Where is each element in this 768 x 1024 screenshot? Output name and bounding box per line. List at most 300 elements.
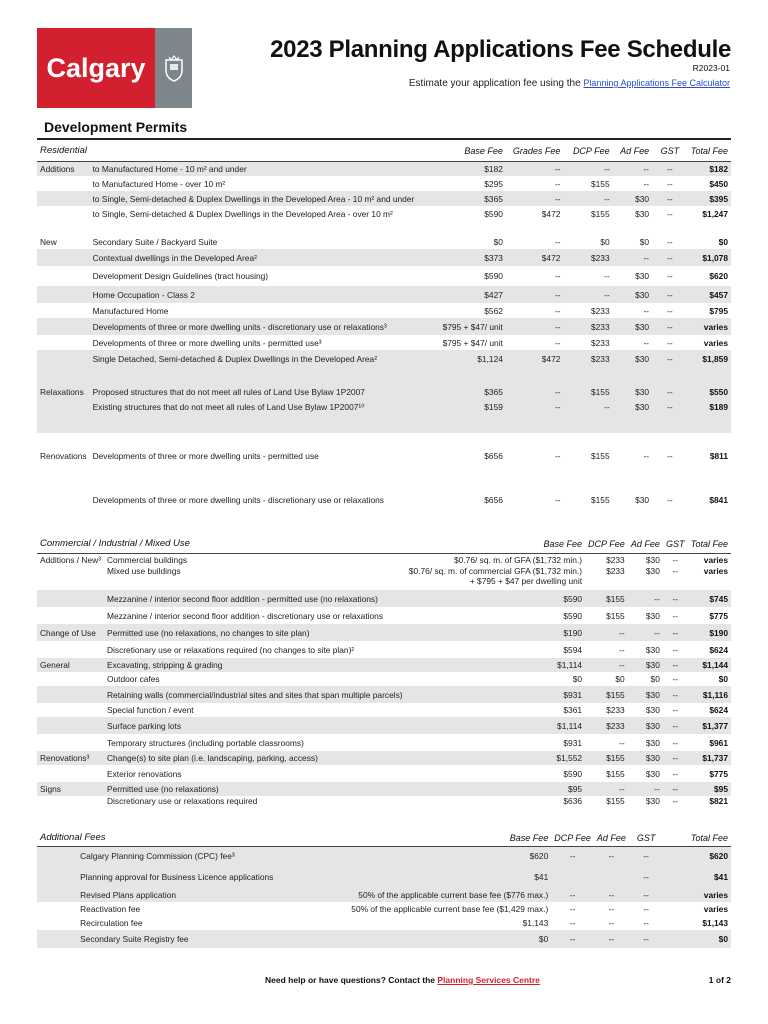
table-row [37, 930, 731, 948]
fee-value: varies [663, 888, 731, 902]
fee-value: $159 [419, 399, 506, 415]
fee-value: -- [672, 554, 678, 565]
fee-description: Manufactured Home [92, 305, 169, 316]
fee-value: $95 [688, 782, 731, 796]
fee-description: Contextual dwellings in the Developed Area² [90, 249, 420, 266]
fee-value: -- [652, 286, 688, 303]
category-label [37, 191, 90, 206]
category-label [37, 672, 104, 686]
fee-value: -- [629, 846, 663, 866]
fee-value: -- [643, 451, 650, 461]
fee-value: -- [652, 249, 688, 266]
category-label [37, 566, 104, 590]
fee-value: -- [594, 888, 629, 902]
fee-value: -- [628, 624, 663, 641]
fee-value: $365 [419, 191, 506, 206]
category-label [37, 176, 90, 191]
fee-value: $233 [606, 705, 625, 715]
table-header-row [37, 830, 731, 846]
fee-value: $30 [613, 399, 652, 415]
fee-description: Developments of three or more dwelling units - discretionary use or relaxations³ [90, 318, 420, 335]
fee-value: $190 [688, 624, 731, 641]
fee-value: $395 [688, 191, 731, 206]
fee-value: $0 [718, 237, 728, 247]
fee-value: -- [604, 271, 610, 281]
category-label [37, 303, 90, 318]
fee-description: Developments of three or more dwelling units - permitted use³ [92, 337, 322, 348]
section-label: Commercial / Industrial / Mixed Use [37, 535, 406, 553]
category-label [37, 641, 104, 658]
fee-value: -- [652, 367, 688, 399]
fee-value: $590 [406, 590, 585, 607]
fee-value: -- [506, 399, 564, 415]
fee-value: $594 [563, 644, 583, 655]
fee-value: $295 [484, 178, 503, 189]
fee-value: $0 [340, 930, 551, 948]
fee-value: -- [672, 737, 678, 748]
table-row [37, 796, 731, 806]
fee-value: $745 [688, 590, 731, 607]
fee-value-line: $0.76/ sq. m. of commercial GFA ($1,732 min.) [408, 566, 583, 576]
fee-value: -- [628, 590, 663, 607]
category-label: Signs [37, 782, 104, 796]
fee-value: $427 [419, 286, 506, 303]
fee-value: $182 [688, 161, 731, 176]
fee-value: -- [506, 367, 564, 399]
fee-description: Retaining walls (commercial/industrial sites and sites that span multiple parcels) [104, 686, 406, 703]
fee-value: $0 [718, 674, 728, 684]
column-header: Total Fee [688, 535, 731, 553]
fee-value: $450 [709, 178, 728, 189]
fee-value [551, 866, 594, 888]
table-row [37, 566, 731, 590]
fee-value: $775 [709, 610, 728, 621]
category-label [37, 249, 90, 266]
fee-value: -- [643, 904, 649, 914]
fee-value: $1,552 [406, 751, 585, 765]
fee-value: $30 [645, 796, 660, 806]
fee-description: Existing structures that do not meet all rules of Land Use Bylaw 1P2007¹⁰ [90, 399, 420, 415]
table-row [37, 658, 731, 672]
fee-value: $155 [590, 451, 610, 461]
fee-value: -- [569, 904, 576, 914]
fee-value: -- [506, 161, 564, 176]
page-number: 1 of 2 [708, 975, 731, 985]
category-label [37, 717, 104, 734]
fee-description: Mezzanine / interior second floor addition - discretionary use or relaxations [106, 610, 384, 621]
fee-value: $1,144 [688, 658, 731, 672]
fee-description: Excavating, stripping & grading [104, 658, 406, 672]
table-header-row [37, 141, 731, 161]
table-row [37, 479, 731, 521]
fee-value: -- [643, 178, 650, 189]
column-header: Base Fee [419, 141, 506, 161]
fee-value: $795 + $47/ unit [419, 318, 506, 335]
calgary-logo [37, 28, 192, 108]
table-row [37, 734, 731, 751]
table-row [37, 206, 731, 221]
fee-value: -- [551, 888, 594, 902]
fee-value: -- [554, 305, 561, 316]
fee-value: -- [667, 337, 673, 348]
fee-description: Secondary Suite / Backyard Suite [92, 237, 218, 247]
fee-value: -- [551, 846, 594, 866]
spacer-row [37, 415, 731, 433]
table-row [37, 751, 731, 765]
fee-value: varies [703, 566, 728, 576]
fee-value: -- [585, 782, 628, 796]
column-header: GST [652, 141, 688, 161]
fee-value: varies [703, 554, 728, 565]
fee-value-extra: + $795 + $47 per dwelling unit [469, 576, 583, 586]
fee-value: $189 [688, 399, 731, 415]
fee-value: -- [643, 918, 649, 928]
fee-value: $233 [590, 337, 610, 348]
fee-value: -- [585, 624, 628, 641]
fee-description: Mezzanine / interior second floor addition - permitted use (no relaxations) [104, 590, 406, 607]
category-label: Additions / New³ [40, 554, 101, 565]
table-row [37, 686, 731, 703]
fee-value: -- [554, 271, 561, 281]
fee-value: varies [688, 318, 731, 335]
fee-value: $590 [563, 610, 583, 621]
fee-value: $1,247 [702, 208, 728, 219]
fee-value: $1,114 [406, 717, 585, 734]
category-label: Renovations³ [37, 751, 104, 765]
fee-value: -- [551, 930, 594, 948]
fee-value: -- [663, 624, 688, 641]
fee-value: $233 [590, 305, 610, 316]
column-header: GST [629, 830, 663, 846]
additional-fees-table [37, 830, 731, 948]
fee-value: $472 [506, 249, 564, 266]
table-row [37, 286, 731, 303]
fee-value: $624 [709, 644, 728, 655]
indent-cell [37, 930, 77, 948]
fee-value: -- [663, 590, 688, 607]
fee-value: -- [667, 495, 673, 505]
fee-value: $472 [541, 208, 561, 219]
table-header-row [37, 535, 731, 553]
table-row [37, 607, 731, 624]
fee-description: Proposed structures that do not meet all rules of Land Use Bylaw 1P2007 [90, 367, 420, 399]
fee-calculator-link[interactable]: Planning Applications Fee Calculator [583, 78, 730, 88]
fee-description: to Manufactured Home - 10 m² and under [90, 161, 420, 176]
category-label: General [37, 658, 104, 672]
fee-value: -- [629, 866, 663, 888]
fee-value: $30 [628, 658, 663, 672]
fee-value: -- [554, 451, 561, 461]
fee-value: $30 [645, 644, 660, 655]
fee-value: -- [608, 918, 615, 928]
fee-value: $0 [572, 674, 583, 684]
fee-value: -- [663, 686, 688, 703]
fee-value: -- [667, 178, 673, 189]
fee-value: -- [652, 161, 688, 176]
table-row [37, 191, 731, 206]
table-row [37, 846, 731, 866]
fee-value: -- [672, 644, 678, 655]
fee-value: -- [619, 737, 625, 748]
fee-value: $1,737 [688, 751, 731, 765]
indent-cell [37, 916, 77, 930]
fee-value: $30 [628, 751, 663, 765]
category-label [37, 590, 104, 607]
fee-value: -- [506, 191, 564, 206]
category-label [37, 318, 90, 335]
fee-value: -- [594, 846, 629, 866]
category-label [37, 266, 90, 286]
table-row [37, 590, 731, 607]
fee-value: $95 [406, 782, 585, 796]
table-row [37, 866, 731, 888]
fee-value: -- [667, 305, 673, 316]
fee-value: $821 [709, 796, 728, 806]
fee-value: $620 [340, 846, 551, 866]
fee-value: -- [643, 337, 650, 348]
fee-value: 50% of the applicable current base fee ($1,429 max.) [351, 904, 549, 914]
fee-value: -- [667, 451, 673, 461]
category-label [37, 796, 104, 806]
category-label [37, 607, 104, 624]
category-label [37, 765, 104, 782]
fee-value: -- [667, 237, 673, 247]
fee-value: -- [594, 930, 629, 948]
fee-value: $365 [419, 367, 506, 399]
fee-description: Revised Plans application [77, 888, 340, 902]
fee-value: $30 [635, 271, 650, 281]
fee-value: -- [652, 399, 688, 415]
column-header: DCP Fee [563, 141, 612, 161]
fee-description: Commercial buildings [106, 554, 188, 565]
table-row [37, 888, 731, 902]
fee-value: $190 [406, 624, 585, 641]
fee-value: $361 [563, 705, 583, 715]
fee-value: $30 [645, 768, 660, 779]
fee-description: Permitted use (no relaxations, no changes to site plan) [104, 624, 406, 641]
fee-value: $233 [563, 350, 612, 367]
fee-value: $1,078 [688, 249, 731, 266]
fee-value: $550 [688, 367, 731, 399]
fee-description: Secondary Suite Registry fee [77, 930, 340, 948]
fee-description: Exterior renovations [106, 768, 182, 779]
column-header: Total Fee [663, 830, 731, 846]
table-row [37, 703, 731, 717]
fee-value: $30 [635, 495, 650, 505]
residential-table [37, 141, 731, 521]
fee-value: -- [663, 658, 688, 672]
fee-value: -- [667, 208, 673, 219]
fee-value: $1,114 [406, 658, 585, 672]
fee-value: $233 [563, 318, 612, 335]
column-header: Ad Fee [613, 141, 652, 161]
category-label: Relaxations [37, 367, 90, 399]
fee-value [594, 866, 629, 888]
table-row [37, 717, 731, 734]
fee-value: -- [563, 286, 612, 303]
fee-value: $30 [613, 350, 652, 367]
column-header: Base Fee [406, 535, 585, 553]
fee-value: $1,143 [522, 918, 549, 928]
fee-value: $472 [506, 350, 564, 367]
fee-value: $30 [613, 191, 652, 206]
table-row [37, 335, 731, 350]
fee-value: -- [652, 350, 688, 367]
fee-description: Developments of three or more dwelling units - discretionary use or relaxations [92, 495, 384, 505]
planning-services-link[interactable]: Planning Services Centre [437, 975, 540, 985]
column-header: Total Fee [688, 141, 731, 161]
fee-value: $30 [613, 286, 652, 303]
fee-value: $775 [709, 768, 728, 779]
fee-value: $795 [709, 305, 728, 316]
fee-value: -- [643, 305, 650, 316]
fee-value: -- [506, 318, 564, 335]
category-label [37, 350, 90, 367]
fee-value: -- [554, 495, 561, 505]
fee-value: -- [563, 191, 612, 206]
column-header: DCP Fee [585, 535, 628, 553]
column-header: Ad Fee [628, 535, 663, 553]
table-row [37, 266, 731, 286]
table-row [37, 916, 731, 930]
table-row [37, 782, 731, 796]
fee-description: Developments of three or more dwelling units - permitted use [92, 451, 319, 461]
fee-value: -- [652, 318, 688, 335]
estimate-line [409, 78, 730, 89]
fee-value: $590 [484, 208, 503, 219]
table-row [37, 367, 731, 399]
logo-wordmark: Calgary [37, 28, 155, 108]
fee-description: Calgary Planning Commission (CPC) fee³ [77, 846, 340, 866]
table-row [37, 249, 731, 266]
fee-value: $30 [645, 554, 660, 565]
fee-value: -- [554, 337, 561, 348]
fee-description: to Single, Semi-detached & Duplex Dwellings in the Developed Area - 10 m² and under [90, 191, 420, 206]
fee-value: $30 [613, 318, 652, 335]
fee-value: $233 [606, 566, 625, 576]
fee-value: $0 [493, 237, 503, 247]
page-title: 2023 Planning Applications Fee Schedule [270, 36, 731, 63]
indent-cell [37, 888, 77, 902]
fee-value: -- [667, 271, 673, 281]
fee-description: Development Design Guidelines (tract housing) [92, 271, 269, 281]
fee-description: Surface parking lots [104, 717, 406, 734]
fee-value: $233 [563, 249, 612, 266]
category-label: Change of Use [37, 624, 104, 641]
table-row [37, 303, 731, 318]
category-label: Additions [37, 161, 90, 176]
fee-value: -- [554, 178, 561, 189]
category-label [37, 686, 104, 703]
indent-cell [37, 902, 77, 916]
fee-value: $41 [340, 866, 551, 888]
table-row [37, 176, 731, 191]
fee-value: -- [629, 930, 663, 948]
table-row [37, 641, 731, 658]
fee-value: varies [703, 337, 728, 348]
fee-value: $0 [650, 674, 660, 684]
fee-value: -- [672, 610, 678, 621]
estimate-text: Estimate your application fee using the [408, 78, 584, 89]
fee-value: $155 [585, 751, 628, 765]
fee-description: Temporary structures (including portable classrooms) [106, 737, 304, 748]
fee-value: $0 [663, 930, 731, 948]
fee-value: $30 [645, 566, 660, 576]
section-title: Development Permits [44, 119, 188, 135]
fee-value: $1,124 [419, 350, 506, 367]
fee-value: $155 [606, 796, 625, 806]
fee-value: $656 [484, 495, 503, 505]
fee-value: $41 [663, 866, 731, 888]
fee-description: to Manufactured Home - over 10 m² [92, 178, 226, 189]
commercial-table [37, 535, 731, 806]
fee-value: -- [672, 705, 678, 715]
fee-description: Outdoor cafes [106, 674, 160, 684]
fee-value: -- [672, 768, 678, 779]
fee-description: Change(s) to site plan (i.e. landscaping, parking, access) [104, 751, 406, 765]
fee-value: -- [506, 286, 564, 303]
fee-value: $30 [645, 610, 660, 621]
fee-value: -- [672, 674, 678, 684]
fee-value: $656 [484, 451, 503, 461]
fee-description: Reactivation fee [80, 904, 141, 914]
fee-value: $155 [606, 768, 625, 779]
fee-value: varies [703, 904, 728, 914]
help-line [265, 975, 540, 985]
fee-value: $155 [585, 686, 628, 703]
fee-value: $155 [606, 610, 625, 621]
fee-value: $30 [645, 737, 660, 748]
help-text: Need help or have questions? Contact the [265, 975, 438, 985]
fee-value: $636 [563, 796, 583, 806]
fee-value: $0 [600, 237, 610, 247]
fee-value: $233 [585, 717, 628, 734]
fee-value: -- [628, 782, 663, 796]
fee-value: -- [663, 751, 688, 765]
fee-value: $233 [606, 554, 625, 565]
category-label [37, 734, 104, 751]
fee-description: Mixed use buildings [106, 566, 181, 576]
fee-value: $155 [563, 367, 612, 399]
fee-value: $1,116 [688, 686, 731, 703]
fee-value: $0 [639, 237, 650, 247]
category-label [37, 479, 90, 521]
column-header: Ad Fee [594, 830, 629, 846]
fee-value: $373 [419, 249, 506, 266]
fee-description: to Single, Semi-detached & Duplex Dwellings in the Developed Area - over 10 m² [92, 208, 393, 219]
fee-value: $30 [628, 686, 663, 703]
category-label: New [40, 237, 57, 247]
column-header: Base Fee [340, 830, 551, 846]
table-row [37, 902, 731, 916]
column-header: DCP Fee [551, 830, 594, 846]
fee-value: $30 [628, 717, 663, 734]
fee-value: $811 [709, 451, 728, 461]
fee-value: -- [569, 918, 576, 928]
category-label [37, 399, 90, 415]
fee-description: Planning approval for Business Licence applications [77, 866, 340, 888]
crest-icon [155, 28, 192, 108]
fee-value: $155 [590, 178, 610, 189]
fee-value: $1,377 [688, 717, 731, 734]
fee-value: -- [563, 399, 612, 415]
fee-value: $961 [709, 737, 728, 748]
fee-value: $931 [563, 737, 583, 748]
fee-value: $1,859 [688, 350, 731, 367]
category-label [37, 703, 104, 717]
section-label: Additional Fees [37, 830, 340, 846]
fee-description: Discretionary use or relaxations required [106, 796, 258, 806]
